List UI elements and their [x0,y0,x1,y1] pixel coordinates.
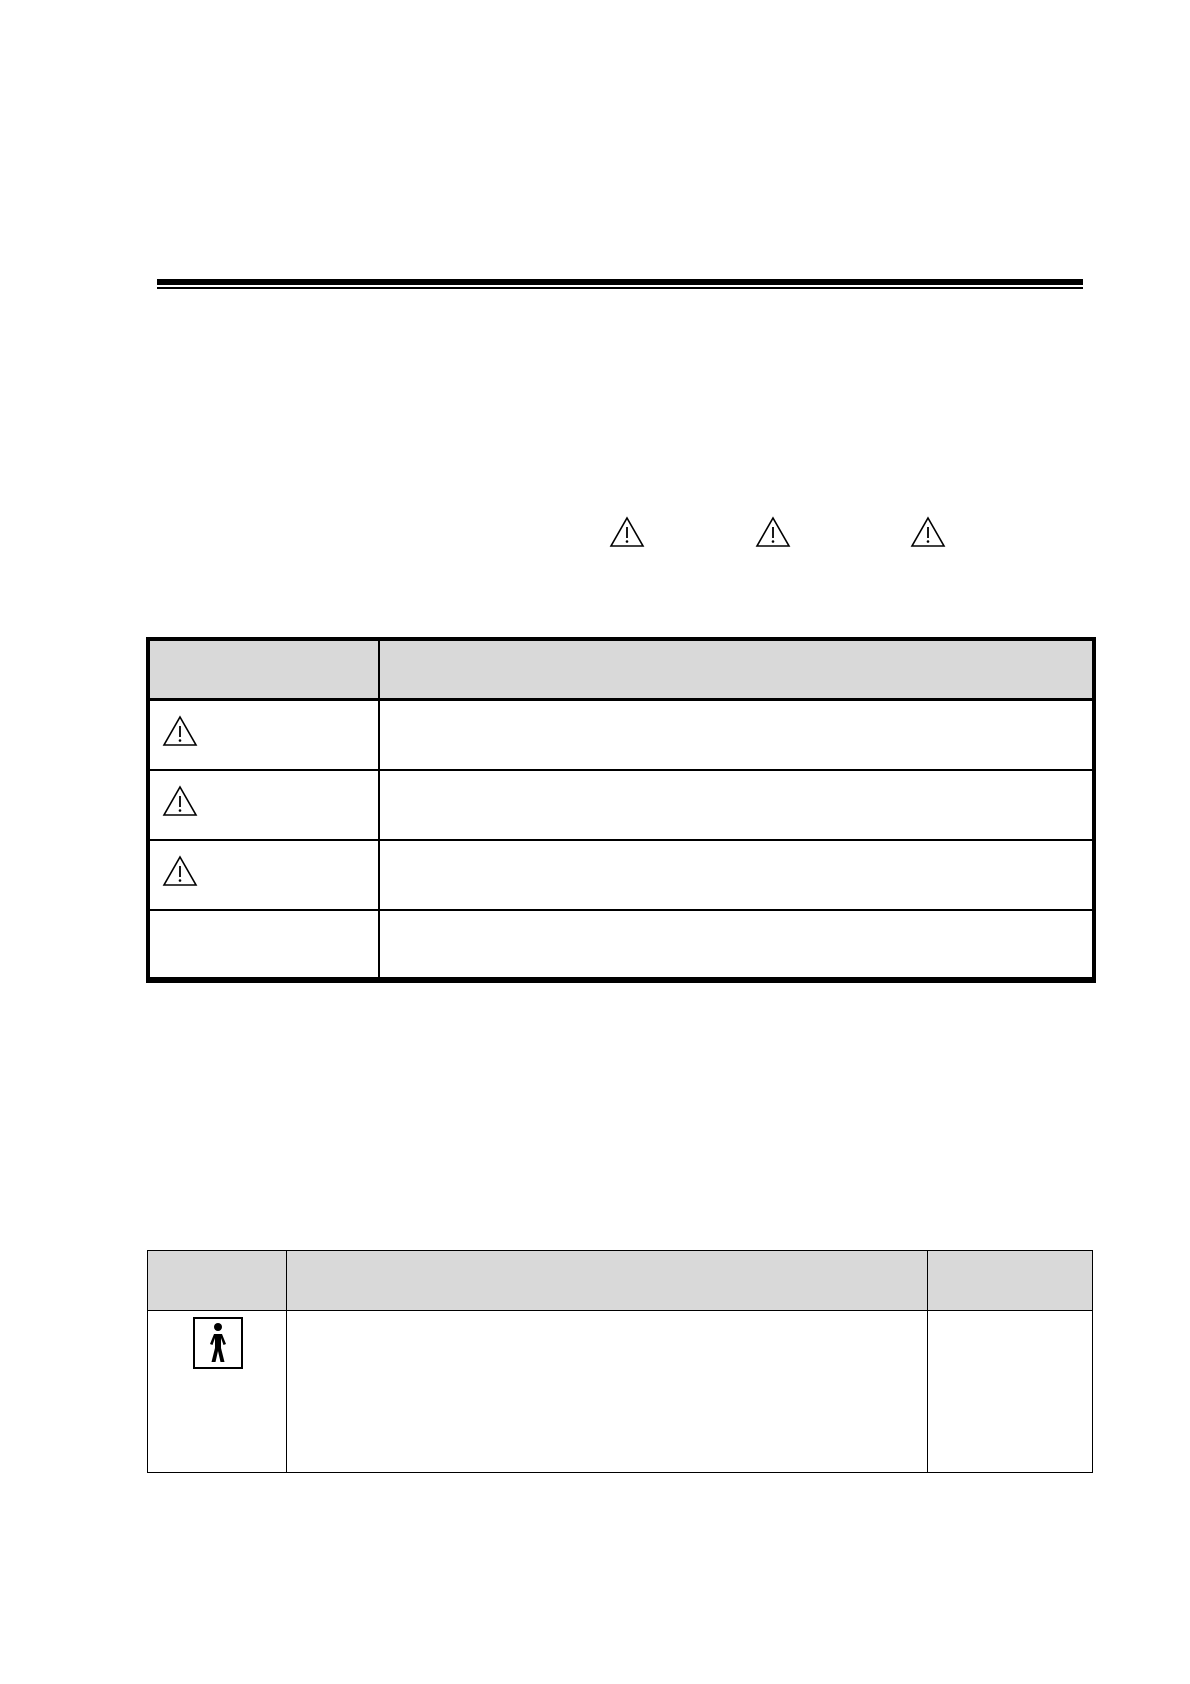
signal-table-column-divider [378,641,380,979]
warning-triangle-icon [162,785,198,817]
symbol-table-column-divider [286,1251,287,1472]
chapter-rule-thin [157,287,1083,289]
chapter-rule-thick [157,279,1083,285]
table-row [150,701,1092,771]
table-row [150,841,1092,911]
symbol-table [147,1250,1093,1473]
signal-table-header-row [150,641,1092,701]
table-row [150,771,1092,841]
symbol-table-column-divider [927,1251,928,1472]
signal-word-table [146,637,1096,983]
warning-triangle-icon [755,516,791,548]
warning-triangle-icon [162,715,198,747]
table-row [150,911,1092,979]
symbol-table-header-row [148,1251,1092,1311]
warning-triangle-icon [609,516,645,548]
warning-triangle-icon [910,516,946,548]
warning-triangle-icon [162,855,198,887]
type-bf-applied-part-icon [193,1317,243,1369]
